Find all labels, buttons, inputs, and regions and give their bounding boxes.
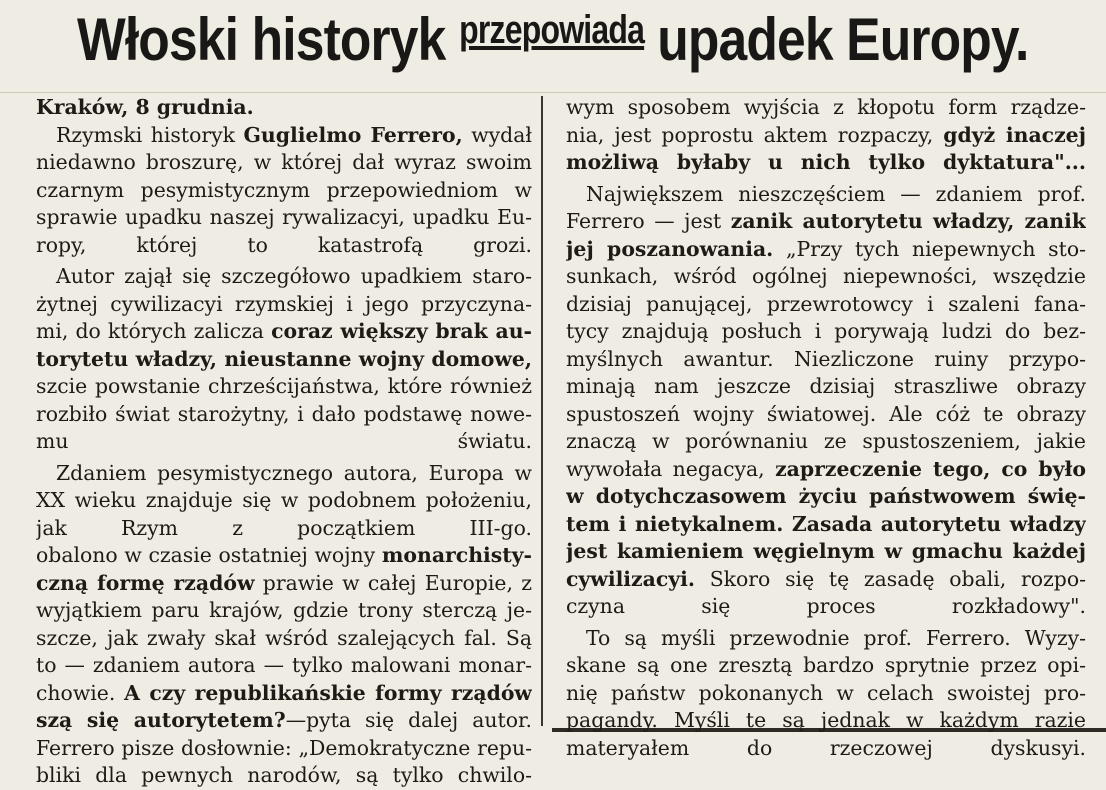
text-line xyxy=(566,208,1086,236)
bold-text-span: coraz większy brak au- xyxy=(271,319,532,343)
column-left-body xyxy=(36,122,532,790)
text-line xyxy=(36,625,532,653)
text-line xyxy=(566,566,1086,594)
text-span: —pyta się dalej autor. xyxy=(285,708,532,732)
text-line xyxy=(36,735,532,763)
text-span: Największem nieszczęściem — zdaniem prof. xyxy=(586,181,1086,206)
text-span: sprawie upadku naszej rywalizacyi, upadku Eu- xyxy=(36,205,532,229)
text-line xyxy=(566,94,1086,122)
text-span: Ferrero — jest xyxy=(566,209,731,233)
text-span: wydał xyxy=(462,122,532,147)
text-line xyxy=(36,542,532,570)
bold-text-span: czną formę rządów xyxy=(36,570,255,595)
text-line xyxy=(36,460,532,488)
text-span: wyjątkiem paru krajów, gdzie trony sterczą je- xyxy=(36,598,532,622)
text-line xyxy=(566,483,1086,511)
text-line xyxy=(566,511,1086,539)
text-span: bliki dla pewnych narodów, są tylko chwilo- xyxy=(36,763,532,787)
bold-text-span: w dotychczasowem życiu państwowem świę- xyxy=(566,484,1086,508)
bold-text-span: jest kamieniem węgielnym w gmachu każdej xyxy=(566,539,1086,563)
text-line xyxy=(36,232,532,260)
text-line xyxy=(566,318,1086,346)
text-line xyxy=(36,373,532,401)
bold-text-span: torytetu władzy, nieustanne wojny domowe, xyxy=(36,346,532,371)
bold-text-span: zanik autorytetu władzy, zanik xyxy=(730,209,1086,233)
text-line xyxy=(36,204,532,232)
text-span: prawie w całej Europie, z xyxy=(254,570,532,595)
text-line xyxy=(566,625,1086,653)
text-line xyxy=(566,291,1086,319)
text-span: obalono w czasie ostatniej wojny xyxy=(36,543,382,567)
text-span: wywołała negacya, xyxy=(566,456,776,481)
bold-text-span: gdyż inaczej xyxy=(943,122,1086,147)
text-span: Ferrero pisze dosłownie: „Demokratyczne repu- xyxy=(36,735,532,760)
text-line xyxy=(36,346,532,374)
text-span: znaczą w porównaniu ze spustoszeniem, jakie xyxy=(566,429,1086,453)
text-line xyxy=(36,487,532,515)
bold-text-span: zaprzeczenie tego, co było xyxy=(775,456,1086,481)
text-line xyxy=(566,652,1086,680)
text-line xyxy=(566,236,1086,264)
bold-text-span: A czy republikańskie formy rządów xyxy=(124,680,532,705)
text-line xyxy=(36,680,532,708)
headline-rule xyxy=(0,92,1106,93)
text-span: wym sposobem wyjścia z kłopotu form rządze- xyxy=(566,95,1086,119)
text-span: Rzymski historyk xyxy=(56,122,244,147)
text-span: minają nam jeszcze dzisiaj straszliwe obrazy xyxy=(566,374,1086,398)
column-right xyxy=(566,94,1086,762)
text-line xyxy=(566,456,1086,484)
text-span: skane są one zresztą bardzo sprytnie przez opi- xyxy=(566,653,1086,677)
bold-text-span: cywilizacyi. xyxy=(566,566,695,591)
text-line xyxy=(566,593,1086,621)
text-line xyxy=(36,570,532,598)
text-line xyxy=(566,680,1086,708)
text-span: ropy, której to katastrofą grozi. xyxy=(36,232,532,257)
text-span: myślnych awantur. Niezliczone ruiny przypo- xyxy=(566,346,1086,371)
column-left xyxy=(36,94,532,790)
text-span: sunkach, wśród ogólnej niepewności, wszędzie xyxy=(566,264,1086,288)
text-span: szcze, jak zwały skał wśród szalejących fal. Są xyxy=(36,625,532,650)
text-span: materyałem do rzeczowej dyskusyi. xyxy=(566,735,1086,760)
text-span: żytnej cywilizacyi rzymskiej i jego przyczyna- xyxy=(36,291,532,316)
text-line xyxy=(36,762,532,790)
text-span: Zdaniem pesymistycznego autora, Europa w xyxy=(56,460,532,485)
text-line xyxy=(566,735,1086,763)
text-span: jak Rzym z początkiem III-go. xyxy=(36,515,532,540)
text-line xyxy=(36,122,532,150)
text-span: Autor zajął się szczegółowo upadkiem staro- xyxy=(56,264,532,288)
bold-text-span: Guglielmo Ferrero, xyxy=(243,122,463,147)
text-line xyxy=(36,177,532,205)
text-span: To są myśli przewodnie prof. Ferrero. Wyzy- xyxy=(586,625,1086,650)
text-line xyxy=(566,428,1086,456)
text-line xyxy=(36,707,532,735)
dateline: Kraków, 8 grudnia. xyxy=(36,95,254,119)
bold-text-span: monarchisty- xyxy=(381,543,532,567)
text-span: rozbiło świat starożytny, i dało podstawę nowe- xyxy=(36,401,532,426)
text-line xyxy=(36,401,532,429)
bold-text-span: tem i nietykalnem. Zasada autorytetu władzy xyxy=(566,511,1086,536)
text-line xyxy=(566,373,1086,401)
bold-text-span: szą się autorytetem? xyxy=(36,708,286,732)
column-right-body xyxy=(566,94,1086,762)
text-span: chowie. xyxy=(36,680,125,705)
column-divider xyxy=(541,96,543,726)
text-span: czyna się proces rozkładowy". xyxy=(566,594,1086,618)
text-span: niedawno broszurę, w której dał wyraz swoim xyxy=(36,150,532,174)
text-line xyxy=(566,401,1086,429)
bold-text-span: jej poszanowania. xyxy=(566,236,774,261)
text-line xyxy=(566,707,1086,735)
text-span: spustoszeń wojny światowej. Ale cóż te obrazy xyxy=(566,401,1086,426)
text-line xyxy=(566,181,1086,209)
text-span: nia, jest poprostu aktem rozpaczy, xyxy=(566,122,944,147)
text-span: mu światu. xyxy=(36,429,532,453)
headline xyxy=(0,0,1106,92)
text-line xyxy=(566,538,1086,566)
text-span: tycy znajdują posłuch i porywają ludzi do bez- xyxy=(566,319,1086,343)
text-line xyxy=(566,122,1086,150)
text-line xyxy=(36,318,532,346)
text-line xyxy=(36,149,532,177)
text-span: mi, do których zalicza xyxy=(36,319,272,343)
text-span: Skoro się tę zasadę obali, rozpo- xyxy=(694,566,1086,591)
text-line xyxy=(36,597,532,625)
text-line xyxy=(36,291,532,319)
headline-part-2: przepowiada xyxy=(458,8,644,52)
text-span: nię państw pokonanych w celach swoistej pro- xyxy=(566,680,1086,705)
text-span: XX wieku znajduje się w podobnem położeniu, xyxy=(36,488,532,512)
text-line xyxy=(36,428,532,456)
text-line xyxy=(566,263,1086,291)
text-line xyxy=(36,515,532,543)
text-span: pagandy. Myśli te są jednak w każdym razie xyxy=(566,708,1086,732)
text-line xyxy=(566,149,1086,177)
headline-part-1: Włoski historyk xyxy=(77,6,446,73)
headline-part-3: upadek Europy. xyxy=(657,6,1029,73)
text-line xyxy=(566,346,1086,374)
text-span: czarnym pesymistycznym przepowiedniom w xyxy=(36,177,532,202)
text-span: dzisiaj panującej, przewrotowcy i szaleni fana- xyxy=(566,291,1086,316)
bold-text-span: możliwą byłaby u nich tylko dyktatura"... xyxy=(566,150,1086,174)
text-line xyxy=(36,652,532,680)
text-line xyxy=(36,263,532,291)
text-span: „Przy tych niepewnych sto- xyxy=(773,236,1086,261)
text-span: szcie powstanie chrześcijaństwa, które również xyxy=(36,374,532,398)
text-span: to — zdaniem autora — tylko malowani monar- xyxy=(36,653,532,677)
